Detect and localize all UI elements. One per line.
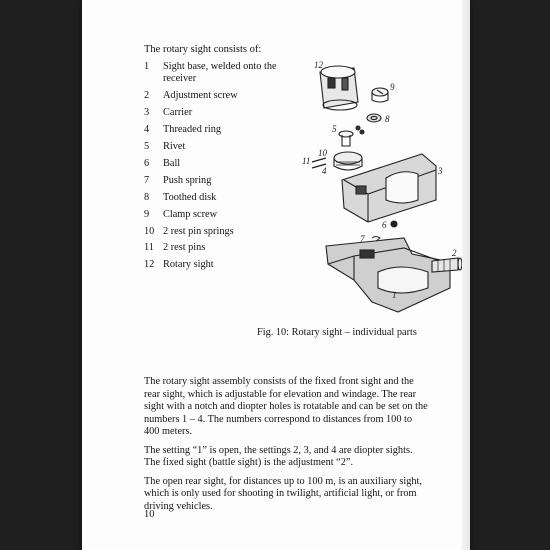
list-item [144,175,304,187]
part-label: Push spring [163,174,212,186]
part-number: 7 [144,174,150,186]
callout-label: 11 [302,156,311,166]
callout-label: 3 [438,166,443,176]
callout-label: 10 [318,148,327,158]
part-number: 4 [144,124,150,136]
list-item [144,158,304,170]
parts-intro: The rotary sight consists of: [144,44,262,55]
rotary-sight-illustration [282,50,462,320]
part-number: 3 [144,107,150,119]
part-number: 12 [144,259,155,271]
part-label: 2 rest pins [163,242,206,254]
callout-label: 5 [332,124,337,134]
part-number: 11 [144,242,154,254]
part-label: Carrier [163,107,193,119]
part-label: Toothed disk [163,191,217,203]
list-item [144,141,304,153]
callout-label: 7 [360,234,365,244]
part-number: 5 [144,141,150,153]
callout-label: 4 [322,166,327,176]
list-item [144,209,304,221]
part-label: Rotary sight [163,259,214,271]
paragraph: The rotary sight assembly consists of the fixed front sight and the rear sight, which is adjustable for elevation and windage. The rear sight with a notch and diopter holes is rotatable and can be set on the numbers 1 – 4. The numbers correspond to distances from 100 to 400 meters. [144,376,428,437]
part-number: 6 [144,157,150,169]
list-item [144,242,304,254]
page-edge [462,0,470,550]
part-label: Adjustment screw [163,90,238,102]
part-number: 8 [144,191,150,203]
part-label: Sight base, welded onto the receiver [163,61,277,85]
part-number: 9 [144,208,150,220]
body-text [144,376,429,519]
page-number: 10 [144,509,155,520]
list-item [144,90,304,102]
paragraph: The open rear sight, for distances up to 100 m, is an auxiliary sight, which is only used for shooting in twilight, artificial light, or from driving vehicles. [144,475,422,512]
callout-label: 9 [390,82,395,92]
part-number: 2 [144,90,150,102]
part-label: Threaded ring [163,124,222,136]
list-item [144,124,304,136]
callout-label: 12 [314,60,323,70]
callout-label: 2 [452,248,457,258]
figure-caption: Fig. 10: Rotary sight – individual parts [257,327,417,338]
part-number: 10 [144,225,155,237]
paragraph: The setting “1” is open, the settings 2, 3, and 4 are diopter sights. The fixed sight (battle sight) is the adjustment “2”. [144,444,413,468]
list-item [144,226,304,238]
callout-label: 8 [385,114,390,124]
parts-list [144,61,304,276]
part-label: 2 rest pin springs [163,225,234,237]
list-item [144,259,304,271]
list-item [144,192,304,204]
list-item [144,61,304,86]
callout-label: 1 [392,290,397,300]
list-item [144,107,304,119]
callout-label: 6 [382,220,387,230]
part-number: 1 [144,61,150,72]
book-page [82,0,470,550]
part-label: Rivet [163,141,186,153]
part-label: Clamp screw [163,208,218,220]
part-label: Ball [163,157,181,169]
